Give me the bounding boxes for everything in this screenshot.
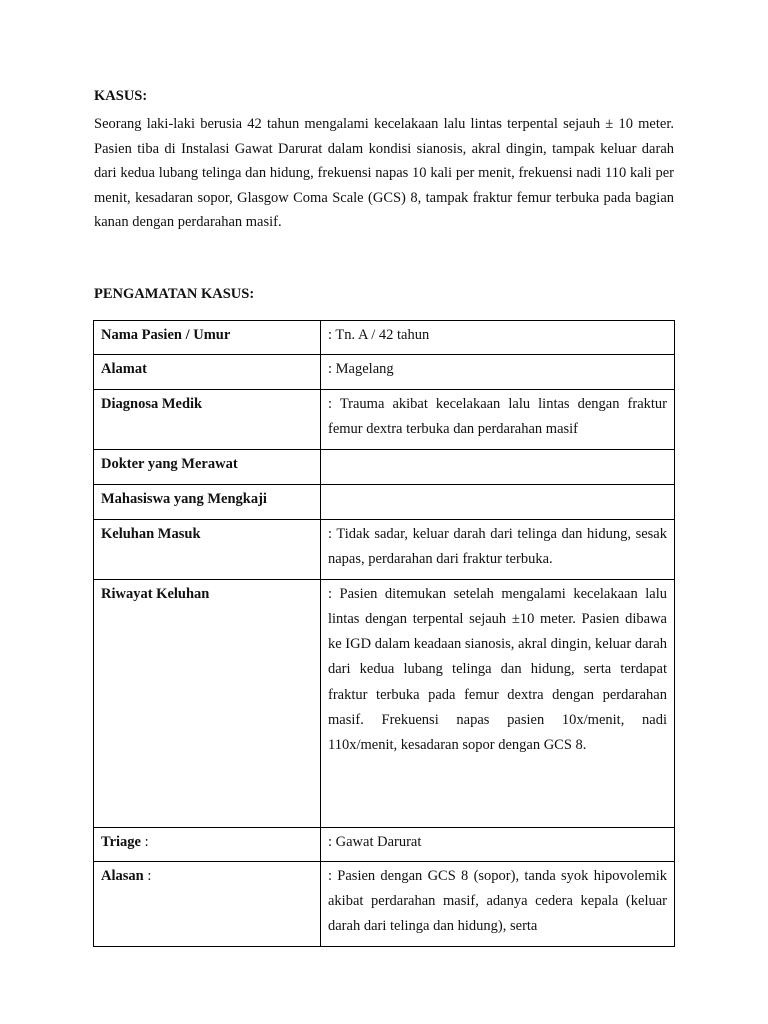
kasus-heading: KASUS: (94, 88, 148, 104)
row-value: : Pasien dengan GCS 8 (sopor), tanda syok hipovolemik akibat perdarahan masif, adanya cedera kepala (keluar darah dari telinga dan hidung), serta (321, 861, 675, 946)
row-label: Mahasiswa yang Mengkaji (94, 484, 321, 519)
row-label: Alasan : (94, 861, 321, 946)
row-dokter (94, 449, 675, 484)
row-value: : Gawat Darurat (321, 827, 675, 861)
row-label: Triage : (94, 827, 321, 861)
row-label: Keluhan Masuk (94, 519, 321, 579)
row-keluhan-masuk (94, 519, 675, 579)
row-label: Alamat (94, 355, 321, 389)
row-label: Riwayat Keluhan (94, 579, 321, 827)
pengamatan-table (93, 320, 675, 947)
row-label: Diagnosa Medik (94, 389, 321, 449)
row-value: : Trauma akibat kecelakaan lalu lintas dengan fraktur femur dextra terbuka dan perdarahan masif (321, 389, 675, 449)
row-value (321, 484, 675, 519)
row-value: : Tn. A / 42 tahun (321, 321, 675, 355)
row-mahasiswa (94, 484, 675, 519)
row-diagnosa-medik (94, 389, 675, 449)
row-riwayat-keluhan (94, 579, 675, 827)
pengamatan-heading: PENGAMATAN KASUS: (94, 286, 255, 302)
row-value: : Tidak sadar, keluar darah dari telinga dan hidung, sesak napas, perdarahan dari fraktur terbuka. (321, 519, 675, 579)
row-label: Nama Pasien / Umur (94, 321, 321, 355)
row-triage (94, 827, 675, 861)
row-nama-pasien (94, 321, 675, 355)
row-alamat (94, 355, 675, 389)
row-value: : Pasien ditemukan setelah mengalami kecelakaan lalu lintas dengan terpental sejauh ±10 meter. Pasien dibawa ke IGD dalam keadaan sianosis, akral dingin, keluar darah dari kedua lubang telinga dan hidung, serta terdapat fraktur terbuka pada femur dextra dengan perdarahan masif. Frekuensi napas pasien 10x/menit, nadi 110x/menit, kesadaran sopor dengan GCS 8. (321, 579, 675, 827)
row-value (321, 449, 675, 484)
row-label: Dokter yang Merawat (94, 449, 321, 484)
row-alasan (94, 861, 675, 946)
kasus-paragraph: Seorang laki-laki berusia 42 tahun mengalami kecelakaan lalu lintas terpental sejauh ± 10 meter. Pasien tiba di Instalasi Gawat Darurat dalam kondisi sianosis, akral dingin, tampak keluar darah dari kedua lubang telinga dan hidung, frekuensi napas 10 kali per menit, frekuensi nadi 110 kali per menit, kesadaran sopor, Glasgow Coma Scale (GCS) 8, tampak fraktur femur terbuka pada bagian kanan dengan perdarahan masif. (94, 116, 674, 231)
row-value: : Magelang (321, 355, 675, 389)
